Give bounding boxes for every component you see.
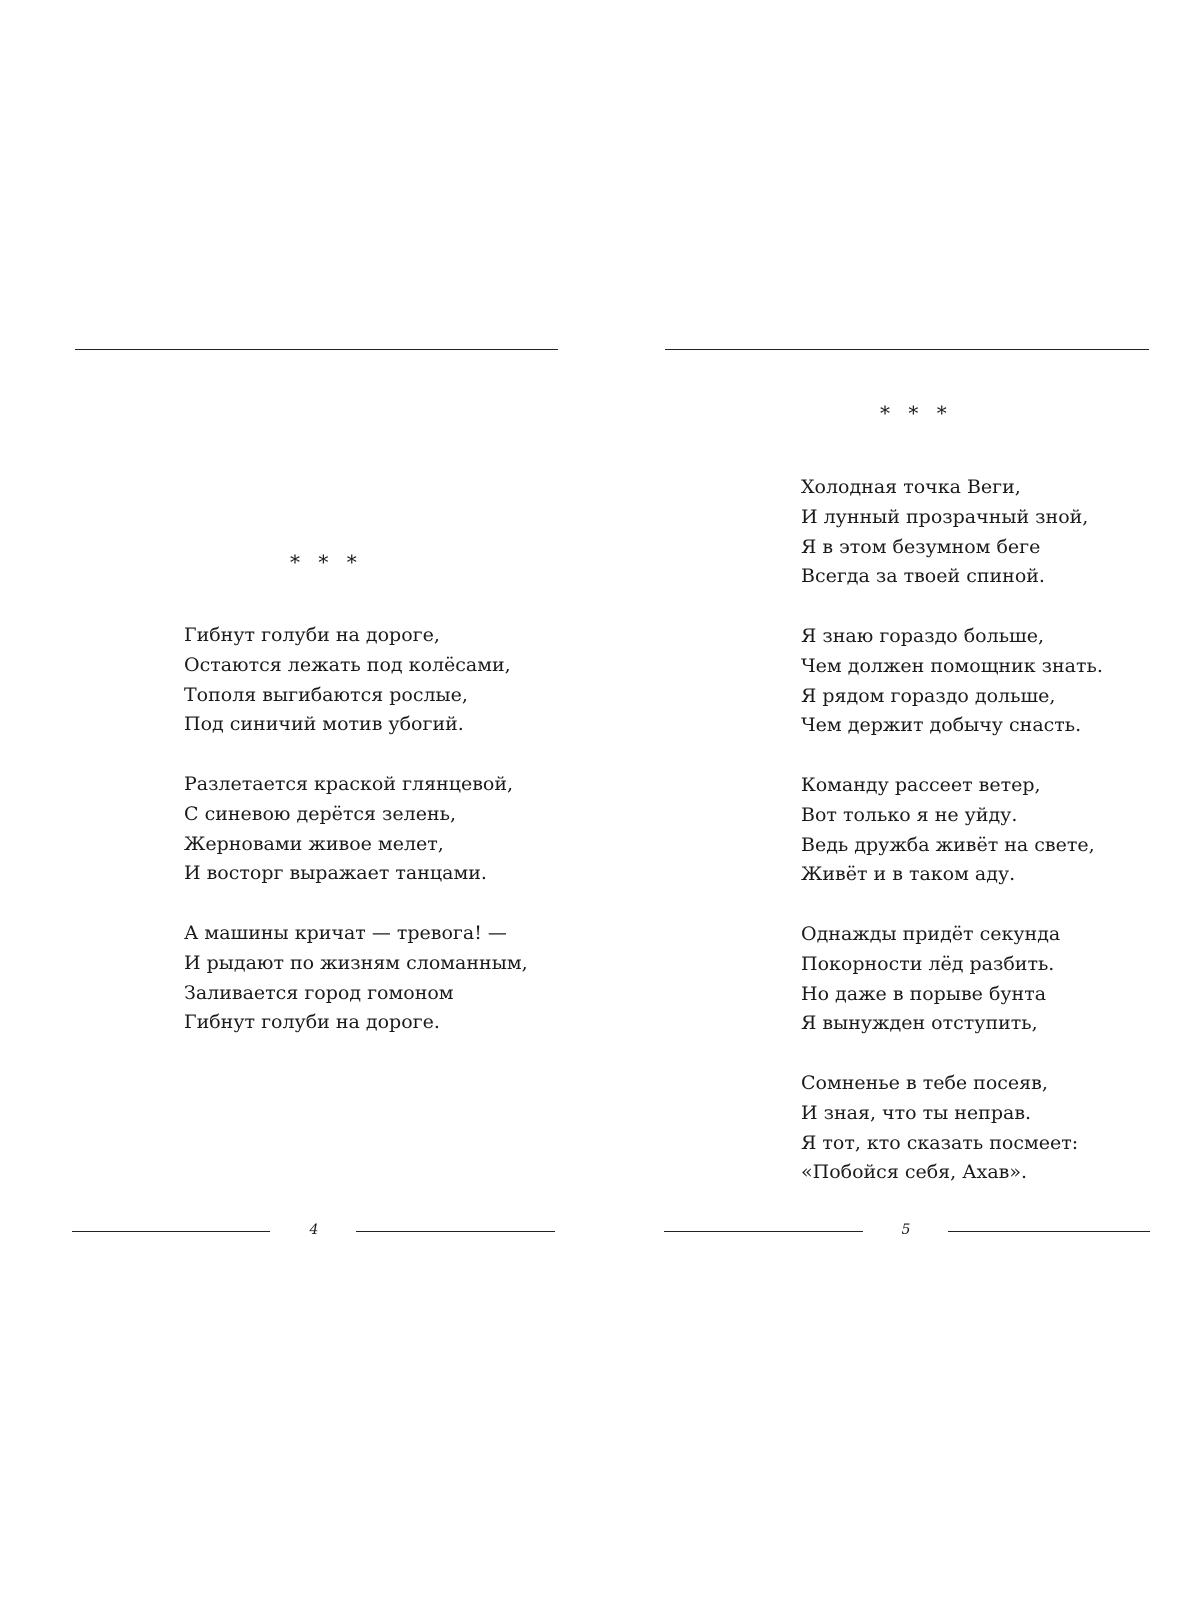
poem-separator: * * * bbox=[290, 550, 363, 574]
poem-line: Заливается город гомоном bbox=[184, 981, 454, 1004]
poem-line: Гибнут голуби на дороге, bbox=[184, 624, 440, 646]
poem-line: Под синичий мотив убогий. bbox=[184, 713, 464, 736]
stanza bbox=[801, 1069, 1103, 1188]
poem-line: Вот только я не уйду. bbox=[801, 803, 1018, 826]
poem-line: Ведь дружба живёт на свете, bbox=[801, 833, 1095, 856]
poem-line: Я рядом гораздо дольше, bbox=[801, 684, 1056, 707]
poem-line: Я тот, кто сказать посмеет: bbox=[801, 1131, 1079, 1154]
page-number: 5 bbox=[901, 1222, 911, 1238]
poem-line: Команду рассеет ветер, bbox=[801, 773, 1041, 796]
stanza bbox=[801, 622, 1103, 741]
footer-rule bbox=[356, 1231, 555, 1232]
poem-line: Я вынужден отступить, bbox=[801, 1012, 1038, 1035]
footer-rule bbox=[664, 1231, 863, 1232]
poem-line: Тополя выгибаются рослые, bbox=[184, 683, 468, 706]
poem-line: А машины кричат — тревога! — bbox=[184, 921, 507, 944]
poem-line: С синевою дерётся зелень, bbox=[184, 802, 457, 825]
header-rule bbox=[665, 349, 1149, 350]
poem-line: И зная, что ты неправ. bbox=[801, 1101, 1032, 1124]
poem bbox=[184, 621, 528, 1038]
stanza bbox=[801, 473, 1103, 592]
stanza bbox=[184, 621, 528, 740]
poem-line: И восторг выражает танцами. bbox=[184, 862, 487, 885]
poem-line: Холодная точка Веги, bbox=[801, 476, 1021, 498]
right-page bbox=[600, 0, 1200, 1600]
stanza bbox=[801, 771, 1103, 890]
poem-line: Чем должен помощник знать. bbox=[801, 654, 1103, 677]
stanza bbox=[801, 920, 1103, 1039]
poem-line: Чем держит добычу снасть. bbox=[801, 714, 1082, 737]
poem-line: Гибнут голуби на дороге. bbox=[184, 1011, 440, 1034]
poem-line: «Побойся себя, Ахав». bbox=[801, 1161, 1028, 1184]
poem-line: Всегда за твоей спиной. bbox=[801, 565, 1045, 588]
page-number: 4 bbox=[309, 1222, 319, 1238]
stanza bbox=[184, 770, 528, 889]
poem-line: Жерновами живое мелет, bbox=[184, 832, 444, 855]
poem-line: Сомненье в тебе посеяв, bbox=[801, 1071, 1048, 1094]
poem-line: Я знаю гораздо больше, bbox=[801, 624, 1044, 647]
poem-line: Покорности лёд разбить. bbox=[801, 952, 1055, 975]
footer-rule bbox=[72, 1231, 270, 1232]
poem-separator: * * * bbox=[880, 401, 953, 425]
header-rule bbox=[75, 349, 558, 350]
poem-line: Но даже в порыве бунта bbox=[801, 982, 1047, 1005]
poem-line: Однажды придёт секунда bbox=[801, 922, 1061, 945]
poem-line: Разлетается краской глянцевой, bbox=[184, 772, 514, 795]
poem-line: Я в этом безумном беге bbox=[801, 535, 1041, 558]
poem-line: И рыдают по жизням сломанным, bbox=[184, 951, 528, 974]
footer-rule bbox=[948, 1231, 1150, 1232]
poem-line: Живёт и в таком аду. bbox=[801, 863, 1016, 886]
poem-line: И лунный прозрачный зной, bbox=[801, 505, 1089, 528]
poem-line: Остаются лежать под колёсами, bbox=[184, 653, 511, 676]
stanza bbox=[184, 919, 528, 1038]
poem bbox=[801, 473, 1103, 1188]
